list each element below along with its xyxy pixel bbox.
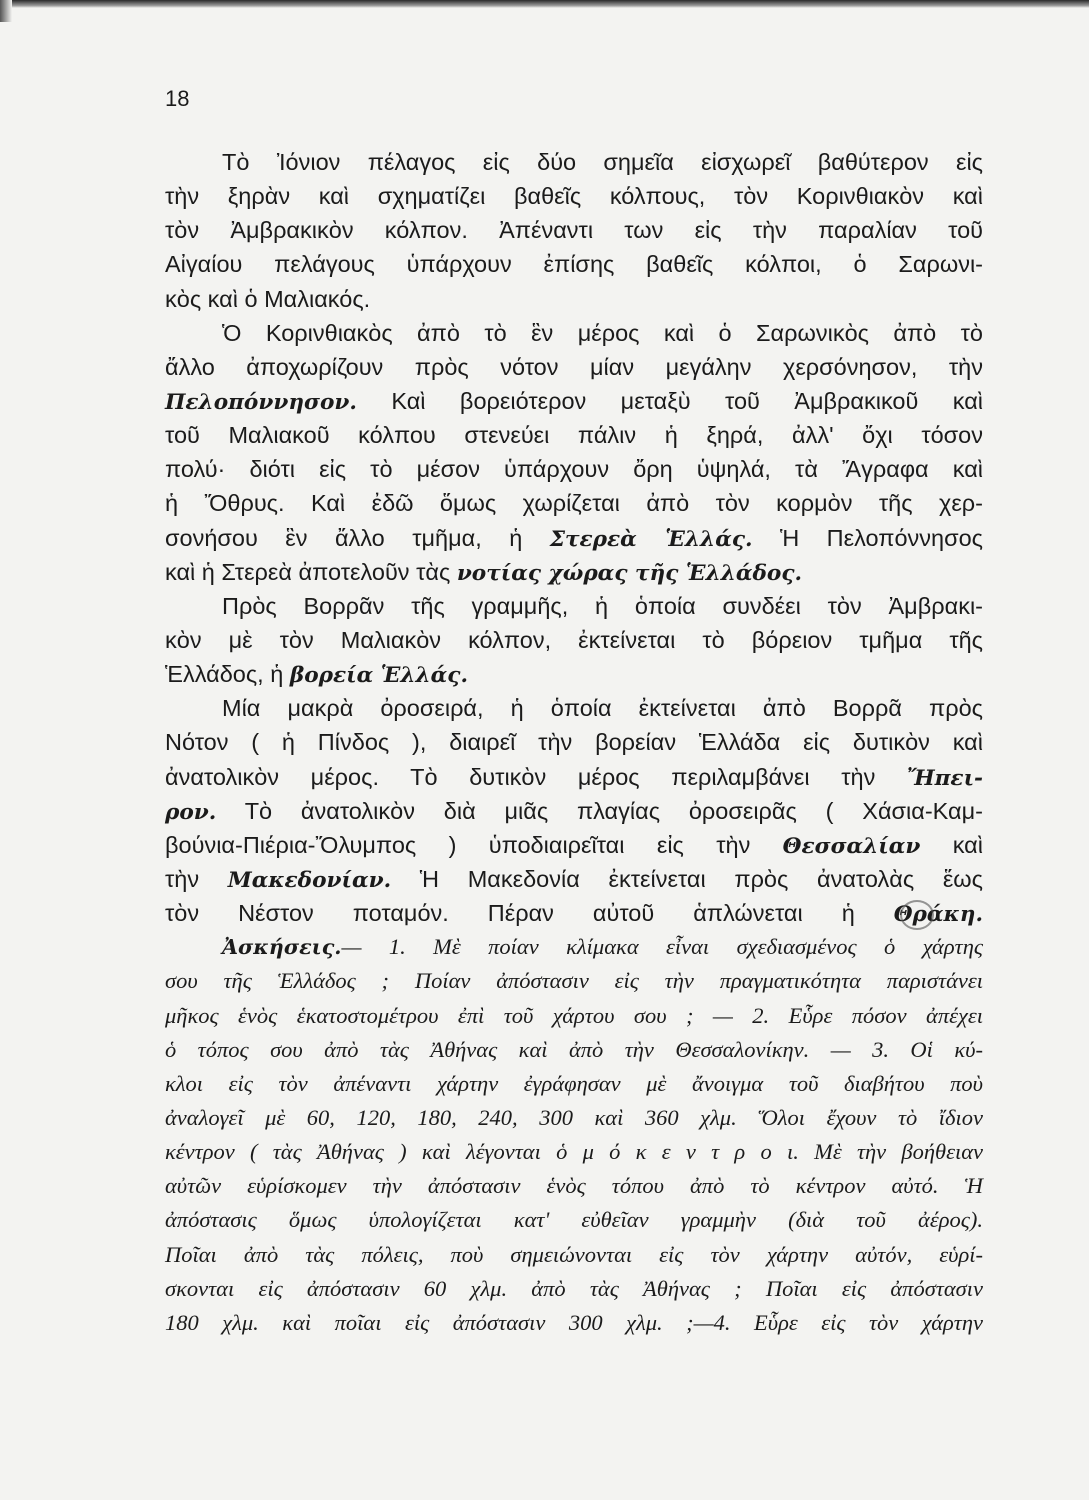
text-line	[165, 828, 983, 862]
text-line	[165, 282, 983, 316]
text-line	[165, 486, 983, 520]
text-span: Αἰγαίου πελάγους ὑπάρχουν ἐπίσης βαθεῖς κόλποι, ὁ Σαρωνι-	[165, 251, 983, 278]
text-line	[165, 247, 983, 281]
text-span: τοῦ Μαλιακοῦ κόλπου στενεύει πάλιν ἡ ξηρά, ἀλλ' ὄχι τόσον	[165, 422, 983, 449]
text-line	[165, 623, 983, 657]
text-span: Νότον ( ἡ Πίνδος ), διαιρεῖ τὴν βορείαν Ἑλλάδα εἰς δυτικὸν καὶ	[165, 729, 983, 756]
text-span: Ἑλλάδος, ἡ	[165, 661, 290, 688]
page-number: 18	[165, 86, 190, 111]
exercise-line	[165, 1135, 983, 1169]
text-span: Ἡ Μακεδονία ἐκτείνεται πρὸς ἀνατολὰς ἕως	[391, 865, 983, 892]
emphasized-term: νοτίας χώρας τῆς Ἑλλάδος.	[456, 560, 803, 586]
text-span: Ἡ Πελοπόννησος	[752, 524, 984, 551]
exercise-line	[165, 1238, 983, 1272]
emphasized-term: Ἤπει-	[906, 765, 983, 791]
text-span: καὶ	[920, 831, 983, 858]
exercise-line	[165, 964, 983, 998]
text-span: Ὁ Κορινθιακὸς ἀπὸ τὸ ἓν μέρος καὶ ὁ Σαρωνικὸς ἀπὸ τὸ	[222, 319, 983, 346]
text-span: Ποῖαι ἀπὸ τὰς πόλεις, ποὺ σημειώνονται εἰς τὸν χάρτην αὐτόν, εὑρί-	[165, 1241, 983, 1267]
scan-corner-shadow	[0, 0, 12, 22]
text-span: ἄλλο ἀποχωρίζουν πρὸς νότον μίαν μεγάλην χερσόνησον, τὴν	[165, 353, 983, 380]
ink-stain	[900, 900, 934, 930]
text-line	[165, 418, 983, 452]
text-span: αὐτῶν εὑρίσκομεν τὴν ἀπόστασιν ἑνὸς τόπου ἀπὸ τὸ κέντρον αὐτό. Ἡ	[165, 1173, 983, 1199]
text-span: ἀνατολικὸν μέρος. Τὸ δυτικὸν μέρος περιλαμβάνει τὴν	[165, 763, 907, 790]
text-line	[165, 521, 983, 555]
text-span: καὶ ἡ Στερεὰ ἀποτελοῦν τὰς	[165, 558, 457, 585]
text-span: 180 χλμ. καὶ ποῖαι εἰς ἀπόστασιν 300 χλμ. ;—4. Εὗρε εἰς τὸν χάρτην	[165, 1309, 983, 1335]
exercise-line	[165, 1101, 983, 1135]
text-span: ἀναλογεῖ μὲ 60, 120, 180, 240, 300 καὶ 360 χλμ. Ὅλοι ἔχουν τὸ ἴδιον	[165, 1104, 983, 1130]
text-span: κλοι εἰς τὸν ἀπέναντι χάρτην ἐγράφησαν μὲ ἄνοιγμα τοῦ διαβήτου ποὺ	[165, 1070, 983, 1096]
scan-top-edge	[0, 0, 1089, 8]
text-line	[165, 145, 983, 179]
text-span: Τὸ Ἰόνιον πέλαγος εἰς δύο σημεῖα εἰσχωρεῖ βαθύτερον εἰς	[222, 149, 983, 175]
emphasized-term: ρον.	[165, 799, 217, 825]
text-span: τὸν Νέστον ποταμόν. Πέραν αὐτοῦ ἁπλώνεται ἡ	[165, 900, 894, 927]
exercise-line	[165, 999, 983, 1033]
text-span: Τὸ ἀνατολικὸν διὰ μιᾶς πλαγίας ὀροσειρᾶς ( Χάσια-Καμ-	[216, 797, 983, 824]
text-line	[165, 794, 983, 828]
emphasized-term: Μακεδονίαν.	[227, 867, 392, 893]
text-line	[165, 452, 983, 486]
emphasized-term: Πελοπόννησον.	[165, 389, 357, 415]
text-span: κὸν μὲ τὸν Μαλιακὸν κόλπον, ἐκτείνεται τὸ βόρειον τμῆμα τῆς	[165, 626, 983, 653]
text-span: ἀπόστασις ὅμως ὑπολογίζεται κατ' εὐθεῖαν γραμμὴν (διὰ τοῦ ἀέρος).	[165, 1207, 983, 1233]
text-line	[165, 725, 983, 759]
text-line	[165, 691, 983, 725]
text-line	[165, 213, 983, 247]
text-line	[165, 384, 983, 418]
text-span: κὸς καὶ ὁ Μαλιακός.	[165, 285, 371, 312]
exercise-line	[165, 930, 983, 964]
exercise-line	[165, 1203, 983, 1237]
text-line	[165, 657, 983, 691]
text-line	[165, 760, 983, 794]
emphasized-term: βορεία Ἑλλάς.	[289, 663, 468, 689]
emphasized-term: Στερεὰ Ἑλλάς.	[549, 526, 753, 552]
text-span: ἡ Ὄθρυς. Καὶ ἐδῶ ὅμως χωρίζεται ἀπὸ τὸν κορμὸν τῆς χερ-	[165, 490, 983, 517]
text-span: μῆκος ἑνὸς ἑκατοστομέτρου ἐπὶ τοῦ χάρτου σου ; — 2. Εὗρε πόσον ἀπέχει	[165, 1002, 983, 1028]
text-span: Καὶ βορειότερον μεταξὺ τοῦ Ἀμβρακικοῦ καὶ	[356, 387, 983, 414]
emphasized-term: Ἀσκήσεις.	[222, 935, 342, 960]
text-line	[165, 862, 983, 896]
text-line	[165, 179, 983, 213]
exercise-line	[165, 1067, 983, 1101]
text-span: ὁ τόπος σου ἀπὸ τὰς Ἀθήνας καὶ ἀπὸ τὴν Θεσσαλονίκην. — 3. Οἱ κύ-	[165, 1036, 983, 1062]
text-line	[165, 589, 983, 623]
exercise-line	[165, 1306, 983, 1340]
text-span: Πρὸς Βορρᾶν τῆς γραμμῆς, ἡ ὁποία συνδέει τὸν Ἀμβρακι-	[222, 592, 983, 619]
text-span: σκονται εἰς ἀπόστασιν 60 χλμ. ἀπὸ τὰς Ἀθήνας ; Ποῖαι εἰς ἀπόστασιν	[165, 1275, 983, 1301]
text-span: σονήσου ἓν ἄλλο τμῆμα, ἡ	[165, 524, 550, 551]
text-span: τὴν ξηρὰν καὶ σχηματίζει βαθεῖς κόλπους, τὸν Κορινθιακὸν καὶ	[165, 183, 983, 210]
text-line	[165, 316, 983, 350]
text-span: βούνια-Πιέρια-Ὄλυμπος ) ὑποδιαιρεῖται εἰς τὴν	[165, 831, 783, 858]
exercise-line	[165, 1272, 983, 1306]
text-span: πολύ· διότι εἰς τὸ μέσον ὑπάρχουν ὄρη ὑψηλά, τὰ Ἄγραφα καὶ	[165, 456, 983, 483]
text-line	[165, 555, 983, 589]
text-span: τὴν	[165, 865, 228, 892]
exercise-line	[165, 1169, 983, 1203]
text-span: — 1. Μὲ ποίαν κλίμακα εἶναι σχεδιασμένος ὁ χάρτης	[341, 934, 983, 960]
exercise-line	[165, 1033, 983, 1067]
body-text	[165, 145, 983, 1340]
text-span: κέντρον ( τὰς Ἀθήνας ) καὶ λέγονται ὁ μ ό κ ε ν τ ρ ο ι. Μὲ τὴν βοήθειαν	[165, 1139, 983, 1165]
text-line	[165, 896, 983, 930]
text-span: Μία μακρὰ ὀροσειρά, ἡ ὁποία ἐκτείνεται ἀπὸ Βορρᾶ πρὸς	[222, 695, 983, 722]
text-span: σου τῆς Ἑλλάδος ; Ποίαν ἀπόστασιν εἰς τὴν πραγματικότητα παριστάνει	[165, 968, 983, 994]
emphasized-term: Θεσσαλίαν	[782, 833, 921, 859]
emphasized-term: Θράκη.	[893, 902, 983, 928]
text-span: τὸν Ἀμβρακικὸν κόλπον. Ἀπέναντι των εἰς τὴν παραλίαν τοῦ	[165, 217, 983, 244]
text-line	[165, 350, 983, 384]
